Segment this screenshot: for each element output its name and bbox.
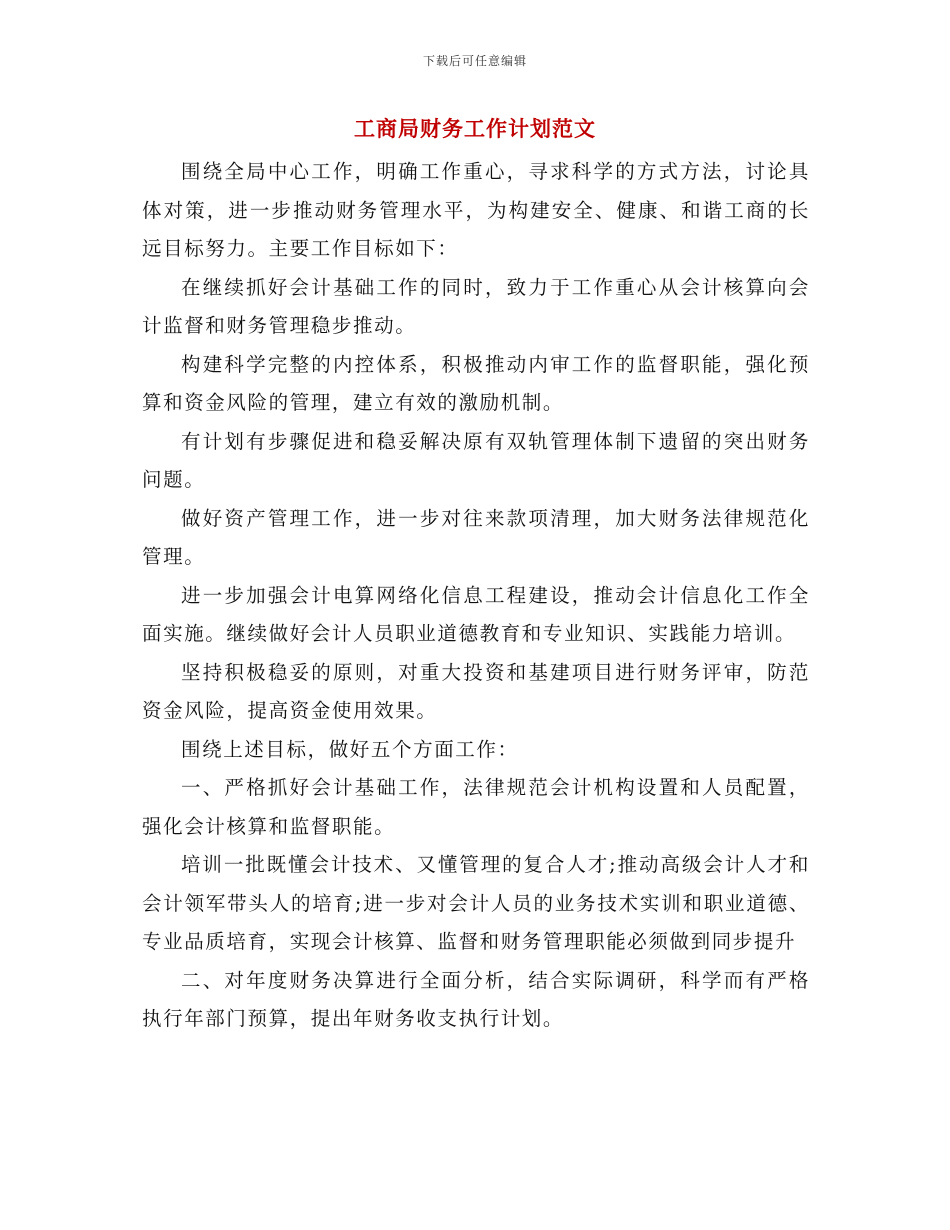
paragraph: 做好资产管理工作，进一步对往来款项清理，加大财务法律规范化管理。 bbox=[142, 506, 810, 568]
document-body bbox=[142, 153, 810, 1039]
page-header-note: 下载后可任意编辑 bbox=[422, 54, 527, 68]
paragraph: 一、严格抓好会计基础工作，法律规范会计机构设置和人员配置，强化会计核算和监督职能。 bbox=[142, 776, 810, 838]
paragraph: 构建科学完整的内控体系，积极推动内审工作的监督职能，强化预算和资金风险的管理，建立有效的激励机制。 bbox=[142, 352, 810, 414]
paragraph: 围绕全局中心工作，明确工作重心，寻求科学的方式方法，讨论具体对策，进一步推动财务管理水平，为构建安全、健康、和谐工商的长远目标努力。主要工作目标如下： bbox=[142, 160, 810, 260]
paragraph: 培训一批既懂会计技术、又懂管理的复合人才;推动高级会计人才和会计领军带头人的培育;进一步对会计人员的业务技术实训和职业道德、专业品质培育，实现会计核算、监督和财务管理职能必须做到同步提升 bbox=[142, 853, 810, 953]
paragraph: 有计划有步骤促进和稳妥解决原有双轨管理体制下遗留的突出财务问题。 bbox=[142, 429, 810, 491]
paragraph: 坚持积极稳妥的原则，对重大投资和基建项目进行财务评审，防范资金风险，提高资金使用效果。 bbox=[142, 660, 810, 722]
paragraph: 在继续抓好会计基础工作的同时，致力于工作重心从会计核算向会计监督和财务管理稳步推动。 bbox=[142, 275, 810, 337]
paragraph: 围绕上述目标，做好五个方面工作： bbox=[181, 737, 519, 761]
document-title: 工商局财务工作计划范文 bbox=[354, 116, 596, 141]
paragraph: 进一步加强会计电算网络化信息工程建设，推动会计信息化工作全面实施。继续做好会计人员职业道德教育和专业知识、实践能力培训。 bbox=[142, 583, 810, 645]
paragraph: 二、对年度财务决算进行全面分析，结合实际调研，科学而有严格执行年部门预算，提出年财务收支执行计划。 bbox=[142, 968, 810, 1030]
